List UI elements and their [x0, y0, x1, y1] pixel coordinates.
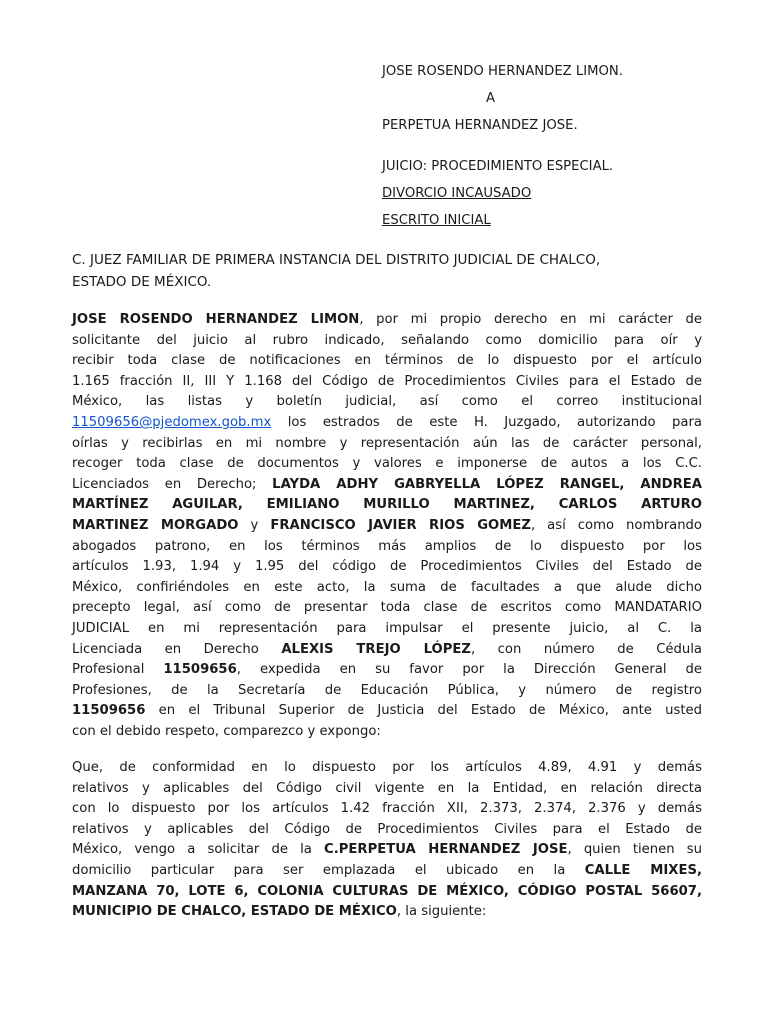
text-line: MANZANA 70, LOTE 6, COLONIA CULTURAS DE MÉXICO, CÓDIGO POSTAL 56607,: [72, 883, 702, 899]
text-line: JOSE ROSENDO HERNANDEZ LIMON, por mi propio derecho en mi carácter de: [72, 312, 703, 327]
text-line: relativos y aplicables del Código civil vigente en la Entidad, en relación directa: [72, 780, 702, 796]
paragraph-request: [72, 758, 702, 923]
case-header: [382, 58, 742, 234]
text-line: solicitante del juicio al rubro indicado, señalando como domicilio para oír y: [72, 332, 702, 348]
header-spacer: [382, 139, 742, 153]
addressee-line-1: C. JUEZ FAMILIAR DE PRIMERA INSTANCIA DEL DISTRITO JUDICIAL DE CHALCO,: [72, 252, 601, 268]
text-line: precepto legal, así como de presentar toda clase de escritos como MANDATARIO: [72, 600, 702, 616]
document-type: ESCRITO INICIAL: [382, 213, 491, 228]
email-link[interactable]: 11509656@pjedomex.gob.mx: [72, 414, 272, 430]
text-line: México, vengo a solicitar de la C.PERPETUA HERNANDEZ JOSE, quien tienen su: [72, 842, 702, 858]
party-plaintiff: JOSE ROSENDO HERNANDEZ LIMON.: [382, 64, 623, 79]
addressee-line-2: ESTADO DE MÉXICO.: [72, 274, 212, 290]
text-line: Profesiones, de la Secretaría de Educación Pública, y número de registro: [72, 682, 702, 698]
text-line: recibir toda clase de notificaciones en términos de lo dispuesto por el artículo: [72, 353, 702, 369]
addressee: [72, 249, 702, 293]
versus-label: A: [486, 91, 496, 106]
text-line: MUNICIPIO DE CHALCO, ESTADO DE MÉXICO, la siguiente:: [72, 904, 487, 920]
case-subject: DIVORCIO INCAUSADO: [382, 186, 532, 201]
text-line: MARTÍNEZ AGUILAR, EMILIANO MURILLO MARTINEZ, CARLOS ARTURO: [72, 497, 702, 513]
text-line: domicilio particular para ser emplazada el ubicado en la CALLE MIXES,: [72, 862, 702, 878]
text-line: México, las listas y boletín judicial, así como el correo institucional: [72, 394, 702, 410]
paragraph-presentation: [72, 310, 702, 742]
text-line: Licenciada en Derecho ALEXIS TREJO LÓPEZ, con número de Cédula: [72, 641, 702, 657]
text-line: MARTINEZ MORGADO y FRANCISCO JAVIER RIOS GOMEZ, así como nombrando: [72, 517, 702, 533]
case-type: JUICIO: PROCEDIMIENTO ESPECIAL.: [382, 159, 614, 174]
text-line: Licenciados en Derecho; LAYDA ADHY GABRYELLA LÓPEZ RANGEL, ANDREA: [72, 476, 702, 492]
text-line: con el debido respeto, comparezco y expongo:: [72, 723, 381, 739]
text-line: 1.165 fracción II, III Y 1.168 del Código de Procedimientos Civiles para el Estado de: [72, 373, 702, 389]
text-line: 11509656@pjedomex.gob.mx los estrados de este H. Juzgado, autorizando para: [72, 414, 702, 430]
text-line: Que, de conformidad en lo dispuesto por los artículos 4.89, 4.91 y demás: [72, 760, 702, 775]
text-line: 11509656 en el Tribunal Superior de Justicia del Estado de México, ante usted: [72, 703, 702, 719]
text-line: Profesional 11509656, expedida en su favor por la Dirección General de: [72, 662, 702, 678]
text-line: México, confiriéndoles en este acto, la suma de facultades a que alude dicho: [72, 579, 702, 595]
text-line: artículos 1.93, 1.94 y 1.95 del código de Procedimientos Civiles del Estado de: [72, 559, 702, 575]
party-defendant: PERPETUA HERNANDEZ JOSE.: [382, 118, 578, 133]
text-line: oírlas y recibirlas en mi nombre y representación aún las de carácter personal,: [72, 435, 702, 451]
text-line: relativos y aplicables del Código de Procedimientos Civiles para el Estado de: [72, 821, 702, 837]
text-line: abogados patrono, en los términos más amplios de lo dispuesto por los: [72, 538, 702, 554]
text-line: recoger toda clase de documentos y valores e imponerse de autos a los C.C.: [72, 456, 702, 472]
text-line: JUDICIAL en mi representación para impulsar el presente juicio, al C. la: [72, 620, 702, 636]
text-line: con lo dispuesto por los artículos 1.42 fracción XII, 2.373, 2.374, 2.376 y demás: [72, 801, 702, 817]
